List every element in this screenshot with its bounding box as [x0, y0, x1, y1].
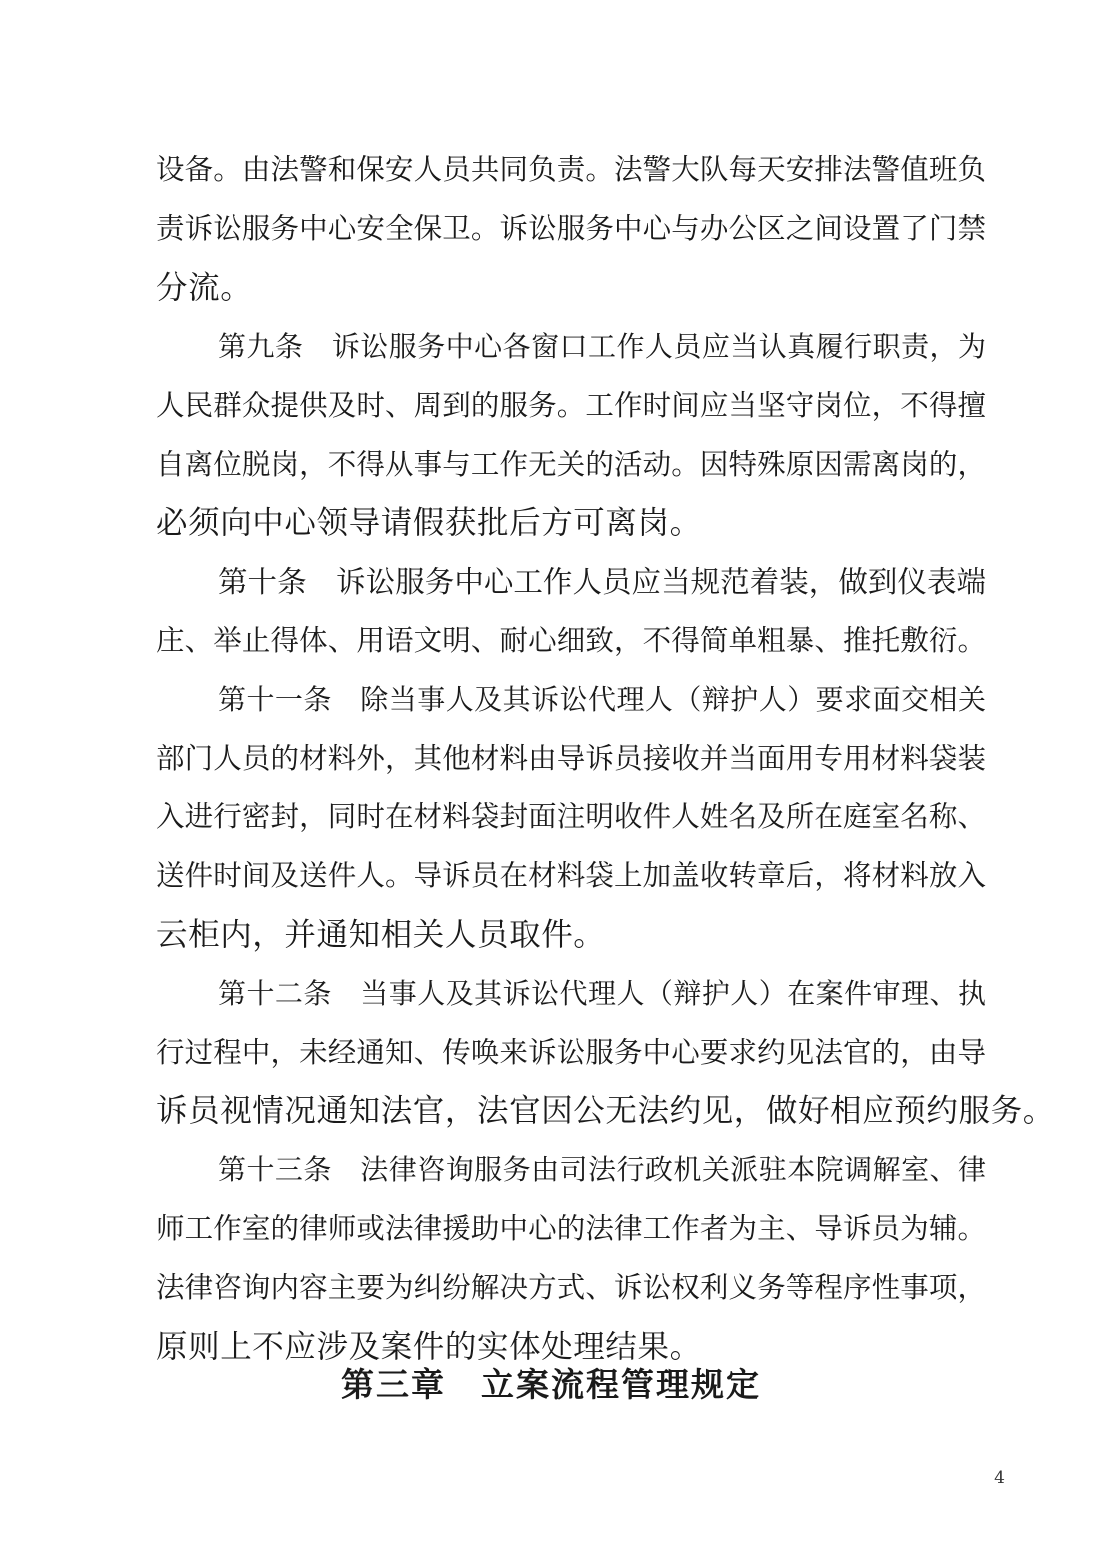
text-line: 法律咨询内容主要为纠纷解决方式、诉讼权利义务等程序性事项， — [156, 1271, 986, 1304]
text-line: 责诉讼服务中心安全保卫。诉讼服务中心与办公区之间设置了门禁 — [156, 212, 986, 245]
text-line: 部门人员的材料外，其他材料由导诉员接收并当面用专用材料袋装 — [156, 742, 986, 775]
chapter-heading: 第三章 立案流程管理规定 — [341, 1365, 761, 1404]
text-line: 原则上不应涉及案件的实体处理结果。 — [156, 1329, 702, 1365]
text-line: 分流。 — [156, 270, 253, 306]
article-12-heading-line: 第十二条 当事人及其诉讼代理人（辩护人）在案件审理、执 — [218, 977, 986, 1010]
article-9-heading-line: 第九条 诉讼服务中心各窗口工作人员应当认真履行职责，为 — [218, 330, 986, 363]
text-line: 人民群众提供及时、周到的服务。工作时间应当坚守岗位，不得擅 — [156, 389, 986, 422]
text-line: 设备。由法警和保安人员共同负责。法警大队每天安排法警值班负 — [156, 153, 986, 186]
text-line: 送件时间及送件人。导诉员在材料袋上加盖收转章后，将材料放入 — [156, 859, 986, 892]
text-line: 庄、举止得体、用语文明、耐心细致，不得简单粗暴、推托敷衍。 — [156, 624, 986, 657]
text-line: 诉员视情况通知法官，法官因公无法约见，做好相应预约服务。 — [156, 1093, 1055, 1129]
page-number: 4 — [994, 1468, 1005, 1488]
text-line: 自离位脱岗，不得从事与工作无关的活动。因特殊原因需离岗的， — [156, 448, 986, 481]
text-line: 入进行密封，同时在材料袋封面注明收件人姓名及所在庭室名称、 — [156, 800, 986, 833]
text-line: 云柜内，并通知相关人员取件。 — [156, 917, 606, 953]
text-line: 行过程中，未经通知、传唤来诉讼服务中心要求约见法官的，由导 — [156, 1036, 986, 1069]
text-line: 必须向中心领导请假获批后方可离岗。 — [156, 505, 702, 541]
article-13-heading-line: 第十三条 法律咨询服务由司法行政机关派驻本院调解室、律 — [218, 1153, 986, 1186]
article-10-heading-line: 第十条 诉讼服务中心工作人员应当规范着装，做到仪表端 — [218, 565, 986, 599]
article-11-heading-line: 第十一条 除当事人及其诉讼代理人（辩护人）要求面交相关 — [218, 683, 986, 716]
text-line: 师工作室的律师或法律援助中心的法律工作者为主、导诉员为辅。 — [156, 1212, 986, 1245]
